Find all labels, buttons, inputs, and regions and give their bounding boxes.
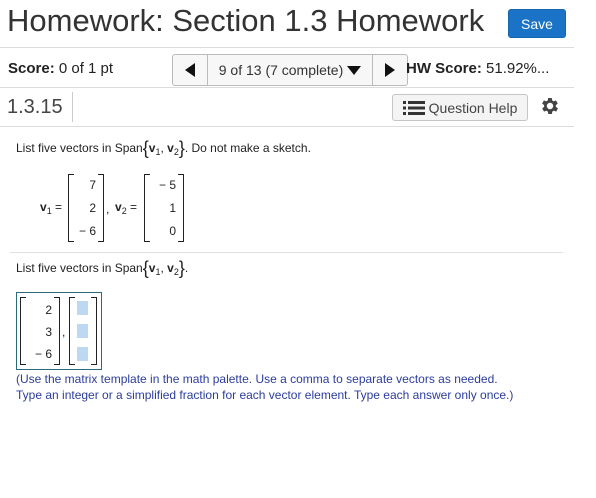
v1-label-symbol: v [40,200,47,214]
next-question-button[interactable] [372,55,407,85]
v1-entry: 2 [89,201,96,215]
triangle-left-icon [185,63,195,77]
v2-subscript: 2 [173,147,179,157]
answer-vector-1-entry[interactable]: − 6 [34,347,52,361]
answer-vector-2-input[interactable] [77,301,88,315]
answer-vector-2-left-bracket [69,297,75,365]
question-select[interactable] [208,55,372,85]
header-divider [0,47,574,48]
answer-vector-1-left-bracket [20,297,26,365]
answer-vector-2-right-bracket [91,297,97,365]
question-number: 1.3.15 [7,96,63,118]
answer-prompt-text: List five vectors in Span [16,261,143,275]
chevron-down-icon [347,66,361,75]
answer-hint-line-1: (Use the matrix template in the math palette. Use a comma to separate vectors as needed. [16,372,498,386]
v1-v2-comma: , [106,202,110,216]
answer-entry-box[interactable] [16,292,102,370]
header [0,0,574,46]
brace-open: { [142,258,149,278]
page-title: Homework: Section 1.3 Homework [7,3,485,38]
v2-right-bracket [178,174,184,242]
answer-vector-1-entry[interactable]: 3 [45,325,52,339]
answer-vector-2-input[interactable] [77,324,88,338]
score-value: 0 of 1 pt [58,60,114,77]
brace-open: { [142,138,149,158]
v1-symbol: v [148,141,156,155]
v2-label-symbol: v [115,200,122,214]
v1-entry: − 6 [78,224,96,238]
v1-equals: = [55,200,63,214]
v1-left-bracket [68,174,74,242]
problem-prompt: List five vectors in $Span\{v_1$, $v_2$}. Do not make a sketch. [16,138,311,158]
answer-comma: , [62,325,66,339]
v1-entry: 7 [89,178,96,192]
answer-vector-2-input[interactable] [77,347,88,361]
v2-symbol: v [167,141,174,155]
v2-left-bracket [144,174,150,242]
v1-subscript: 1 [155,147,161,157]
v2-matrix [144,174,184,242]
score [8,60,113,77]
prompt-tail: . Do not make a sketch. [184,141,311,155]
answer-vector-2 [69,297,97,365]
question-help-label: Question Help [428,99,518,116]
v2-entry: 0 [169,224,176,238]
question-bar [0,88,574,126]
hw-score [406,60,549,77]
v2-label-subscript: 2 [121,206,127,216]
gear-icon[interactable] [539,95,561,117]
list-icon [403,101,425,115]
section-divider [10,252,563,253]
previous-question-button[interactable] [173,55,208,85]
v2-label [115,200,137,216]
v1-symbol: v [148,261,156,275]
v2-subscript: 2 [173,267,179,277]
v2-entry: − 5 [158,178,176,192]
brace-close: } [178,138,185,158]
answer-hint-line-2: Type an integer or a simplified fraction for each vector element. Type each answer only once.) [16,388,514,402]
v1-subscript: 1 [155,267,161,277]
score-bar [0,52,574,86]
triangle-right-icon [385,63,395,77]
hw-score-value: 51.92%... [486,60,550,77]
answer-prompt-tail: . [184,261,189,275]
score-label: Score: [8,60,55,77]
answer-hint [16,371,513,403]
question-navigator [172,54,408,86]
answer-vector-1-entry[interactable]: 2 [45,303,52,317]
v1-right-bracket [98,174,104,242]
prompt-text: List five vectors in Span [16,141,143,155]
answer-vector-1-right-bracket [54,297,60,365]
v2-symbol: v [167,261,174,275]
question-select-label: 9 of 13 (7 complete) [218,62,344,78]
v1-matrix [68,174,104,242]
v1-label-subscript: 1 [46,206,52,216]
hw-score-label: HW Score: [406,60,482,77]
question-help-button[interactable] [392,94,528,121]
brace-close: } [178,258,185,278]
v2-equals: = [130,200,138,214]
v1-label [40,200,62,216]
v2-entry: 1 [169,201,176,215]
save-button[interactable]: Save [508,9,566,38]
answer-vector-1 [20,297,60,365]
answer-prompt: List five vectors in $Span\{v_1$, $v_2$}. [16,258,189,278]
question-bar-divider [0,126,574,127]
question-number-separator [72,92,73,122]
